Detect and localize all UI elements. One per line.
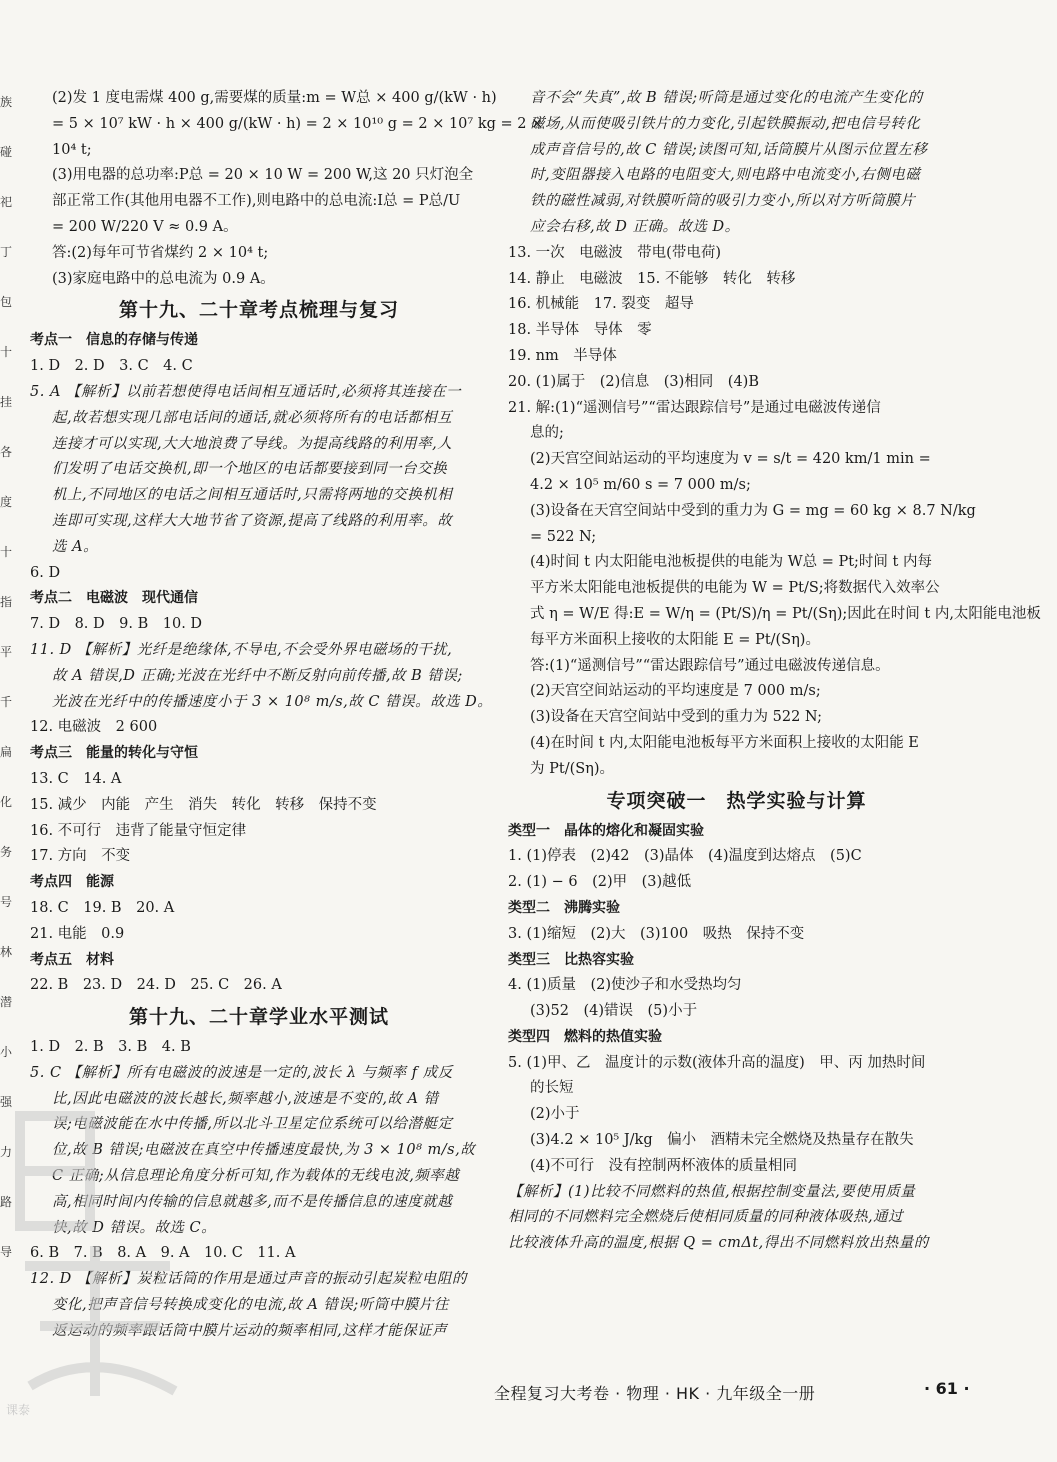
edge-char: 务 xyxy=(0,845,13,859)
text-line: 时,变阻器接入电路的电阻变大,则电路中电流变小,右侧电磁 xyxy=(530,167,921,184)
text-line: 18. 半导体 导体 零 xyxy=(508,322,652,339)
text-line: (2)发 1 度电需煤 400 g,需要煤的质量:m = W总 × 400 g/(kW · h) xyxy=(52,90,497,106)
text-line: 10⁴ t; xyxy=(52,141,92,158)
text-line: 答:(1)“遥测信号”“雷达跟踪信号”通过电磁波传递信息。 xyxy=(530,657,890,674)
text-line: 12. 电磁波 2 600 xyxy=(30,719,158,736)
edge-char: 丁 xyxy=(0,245,13,259)
text-line: (3)设备在天宫空间站中受到的重力为 522 N; xyxy=(530,709,822,726)
text-line: 【解析】(1)比较不同燃料的热值,根据控制变量法,要使用质量 xyxy=(508,1183,916,1200)
edge-char: 强 xyxy=(0,1095,13,1109)
text-line: 17. 方向 不变 xyxy=(30,848,131,865)
edge-char: 祀 xyxy=(0,195,13,209)
text-line: 14. 静止 电磁波 15. 不能够 转化 转移 xyxy=(508,270,796,287)
edge-char: 扁 xyxy=(0,745,13,759)
section-title: 第十九、二十章考点梳理与复习 xyxy=(118,299,399,322)
text-line: 2. (1) − 6 (2)甲 (3)越低 xyxy=(508,874,692,891)
text-line: 11. D 【解析】光纤是绝缘体,不导电,不会受外界电磁场的干扰, xyxy=(30,641,453,658)
text-line: 快,故 D 错误。故选 C。 xyxy=(52,1219,217,1236)
text-line: (4)时间 t 内太阳能电池板提供的电能为 W总 = Pt;时间 t 内每 xyxy=(530,554,932,571)
edge-char: 度 xyxy=(0,495,13,509)
text-line: 为 Pt/(Sη)。 xyxy=(530,760,615,777)
text-line: 部正常工作(其他用电器不工作),则电路中的总电流:I总 = P总/U xyxy=(52,193,461,210)
subsection-heading: 考点一 信息的存储与传递 xyxy=(30,332,198,349)
text-line: 19. nm 半导体 xyxy=(508,347,617,364)
edge-char: 路 xyxy=(0,1195,13,1209)
text-line: (2)天宫空间站运动的平均速度是 7 000 m/s; xyxy=(530,683,821,700)
text-line: 1. D 2. D 3. C 4. C xyxy=(30,358,193,375)
edge-char: 平 xyxy=(0,645,13,659)
edge-char: 指 xyxy=(0,595,13,609)
text-line: 5. (1)甲、乙 温度计的示数(液体升高的温度) 甲、丙 加热时间 xyxy=(508,1054,926,1071)
edge-char: 包 xyxy=(0,295,13,309)
edge-char: 挂 xyxy=(0,395,13,409)
text-line: 答:(2)每年可节省煤约 2 × 10⁴ t; xyxy=(52,244,269,261)
text-line: 们发明了电话交换机,即一个地区的电话都要接到同一台交换 xyxy=(52,461,448,478)
text-line: 13. 一次 电磁波 带电(带电荷) xyxy=(508,244,721,261)
text-line: (3)用电器的总功率:P总 = 20 × 10 W = 200 W,这 20 只灯泡全 xyxy=(52,167,474,184)
section-title: 专项突破一 热学实验与计算 xyxy=(606,789,867,812)
right-column xyxy=(508,86,1041,1257)
text-line: 13. C 14. A xyxy=(30,770,122,787)
text-line: 16. 不可行 违背了能量守恒定律 xyxy=(30,822,247,839)
subsection-heading: 考点五 材料 xyxy=(30,951,114,968)
text-line: 起,故若想实现几部电话间的通话,就必须将所有的电话都相互 xyxy=(52,409,453,426)
text-line: 6. D xyxy=(30,564,61,581)
page-number: · 61 · xyxy=(924,1379,970,1398)
text-line: 成声音信号的,故 C 错误;读图可知,话筒膜片从图示位置左移 xyxy=(530,141,928,158)
text-line: 选 A。 xyxy=(52,538,99,555)
text-line: (2)小于 xyxy=(530,1106,580,1123)
text-line: (3)4.2 × 10⁵ J/kg 偏小 酒精未完全燃烧及热量存在散失 xyxy=(530,1132,914,1149)
text-line: 20. (1)属于 (2)信息 (3)相同 (4)B xyxy=(508,373,759,390)
text-line: 比,因此电磁波的波长越长,频率越小,波速是不变的,故 A 错 xyxy=(52,1090,439,1107)
text-line: (3)设备在天宫空间站中受到的重力为 G = mg = 60 kg × 8.7 N/kg xyxy=(530,502,976,519)
text-line: 返运动的频率跟话筒中膜片运动的频率相同,这样才能保证声 xyxy=(52,1322,448,1339)
text-line: 连即可实现,这样大大地节省了资源,提高了线路的利用率。故 xyxy=(52,512,453,529)
text-line: 4. (1)质量 (2)使沙子和水受热均匀 xyxy=(508,977,742,994)
text-line: 3. (1)缩短 (2)大 (3)100 吸热 保持不变 xyxy=(508,925,805,942)
text-line: 21. 解:(1)“遥测信号”“雷达跟踪信号”是通过电磁波传递信 xyxy=(508,399,881,416)
watermark-graphic xyxy=(0,1096,190,1416)
text-line: 的长短 xyxy=(530,1080,574,1097)
text-line: 1. D 2. B 3. B 4. B xyxy=(30,1039,191,1056)
text-line: 误;电磁波能在水中传播,所以北斗卫星定位系统可以给潜艇定 xyxy=(52,1116,453,1133)
text-line: 相同的不同燃料完全燃烧后使相同质量的同种液体吸热,通过 xyxy=(508,1209,904,1226)
text-line: 15. 减少 内能 产生 消失 转化 转移 保持不变 xyxy=(30,796,377,813)
text-line: (4)不可行 没有控制两杯液体的质量相同 xyxy=(530,1157,798,1174)
text-line: 机上,不同地区的电话之间相互通话时,只需将两地的交换机相 xyxy=(52,487,453,504)
text-line: 22. B 23. D 24. D 25. C 26. A xyxy=(30,977,282,994)
edge-char: 号 xyxy=(0,895,13,909)
edge-char: 碰 xyxy=(0,145,13,159)
text-line: 连接才可以实现,大大地浪费了导线。为提高线路的利用率,人 xyxy=(52,435,453,452)
text-line: 故 A 错误,D 正确;光波在光纤中不断反射向前传播,故 B 错误; xyxy=(52,667,463,684)
text-line: 应会右移,故 D 正确。故选 D。 xyxy=(530,218,740,235)
edge-char: 千 xyxy=(0,695,13,709)
subsection-heading: 考点四 能源 xyxy=(30,874,114,891)
edge-char: 十 xyxy=(0,545,13,559)
edge-char: 化 xyxy=(0,795,13,809)
text-line: (3)家庭电路中的总电流为 0.9 A。 xyxy=(52,270,275,287)
text-line: 音不会“失真”,故 B 错误;听筒是通过变化的电流产生变化的 xyxy=(530,90,923,106)
edge-char: 潜 xyxy=(0,995,13,1009)
subsection-heading: 类型一 晶体的熔化和凝固实验 xyxy=(508,822,704,839)
text-line: = 522 N; xyxy=(530,528,597,545)
text-line: = 200 W/220 V ≈ 0.9 A。 xyxy=(52,218,238,235)
edge-char: 十 xyxy=(0,345,13,359)
text-line: 16. 机械能 17. 裂变 超导 xyxy=(508,296,694,313)
text-line: 12. D 【解析】炭粒话筒的作用是通过声音的振动引起炭粒电阻的 xyxy=(30,1271,467,1288)
subsection-heading: 考点三 能量的转化与守恒 xyxy=(30,745,198,762)
edge-char: 力 xyxy=(0,1145,13,1159)
edge-char: 各 xyxy=(0,445,13,459)
subsection-heading: 类型二 沸腾实验 xyxy=(508,899,620,916)
text-line: 比较液体升高的温度,根据 Q = cmΔt,得出不同燃料放出热量的 xyxy=(508,1235,929,1252)
footer-book-title: 全程复习大考卷 · 物理 · HK · 九年级全一册 xyxy=(494,1384,816,1403)
text-line: 高,相同时间内传输的信息就越多,而不是传播信息的速度就越 xyxy=(52,1193,453,1210)
edge-char: 导 xyxy=(0,1245,13,1259)
text-line: 平方米太阳能电池板提供的电能为 W = Pt/S;将数据代入效率公 xyxy=(530,580,940,597)
text-line: (3)52 (4)错误 (5)小于 xyxy=(530,1003,698,1020)
text-line: 5. C 【解析】所有电磁波的波速是一定的,波长 λ 与频率 f 成反 xyxy=(30,1064,453,1081)
text-line: 1. (1)停表 (2)42 (3)晶体 (4)温度到达熔点 (5)C xyxy=(508,848,862,865)
subsection-heading: 考点二 电磁波 现代通信 xyxy=(30,590,198,607)
edge-char: 林 xyxy=(0,945,13,959)
text-line: 18. C 19. B 20. A xyxy=(30,899,175,916)
text-line: 5. A 【解析】以前若想使得电话间相互通话时,必须将其连接在一 xyxy=(30,383,462,400)
section-title: 第十九、二十章学业水平测试 xyxy=(128,1006,389,1029)
text-line: 6. B 7. B 8. A 9. A 10. C 11. A xyxy=(30,1245,296,1262)
text-line: 息的; xyxy=(530,425,564,442)
watermark-text: 课泰 xyxy=(6,1403,31,1416)
subsection-heading: 类型三 比热容实验 xyxy=(508,951,634,968)
text-line: (4)在时间 t 内,太阳能电池板每平方米面积上接收的太阳能 E xyxy=(530,734,919,751)
text-line: 磁场,从而使吸引铁片的力变化,引起铁膜振动,把电信号转化 xyxy=(530,115,921,132)
text-line: 4.2 × 10⁵ m/60 s = 7 000 m/s; xyxy=(530,476,751,493)
text-line: C 正确;从信息理论角度分析可知,作为载体的无线电波,频率越 xyxy=(52,1168,460,1185)
text-line: 铁的磁性减弱,对铁膜听筒的吸引力变小,所以对方听筒膜片 xyxy=(530,193,916,210)
edge-char: 族 xyxy=(0,95,13,109)
text-line: 7. D 8. D 9. B 10. D xyxy=(30,616,203,633)
edge-char: 小 xyxy=(0,1045,13,1059)
text-line: (2)天宫空间站运动的平均速度为 v = s/t = 420 km/1 min = xyxy=(530,451,931,468)
text-line: 式 η = W/E 得:E = W/η = (Pt/S)/η = Pt/(Sη);因此在时间 t 内,太阳能电池板 xyxy=(530,605,1041,622)
subsection-heading: 类型四 燃料的热值实验 xyxy=(508,1028,662,1045)
text-line: = 5 × 10⁷ kW · h × 400 g/(kW · h) = 2 × 10¹⁰ g = 2 × 10⁷ kg = 2 × xyxy=(52,115,544,132)
text-line: 变化,把声音信号转换成变化的电流,故 A 错误;听筒中膜片往 xyxy=(52,1297,449,1314)
text-line: 光波在光纤中的传播速度小于 3 × 10⁸ m/s,故 C 错误。故选 D。 xyxy=(52,693,493,710)
text-line: 位,故 B 错误;电磁波在真空中传播速度最快,为 3 × 10⁸ m/s,故 xyxy=(52,1142,476,1159)
text-line: 21. 电能 0.9 xyxy=(30,925,125,942)
text-line: 每平方米面积上接收的太阳能 E = Pt/(Sη)。 xyxy=(530,631,820,648)
